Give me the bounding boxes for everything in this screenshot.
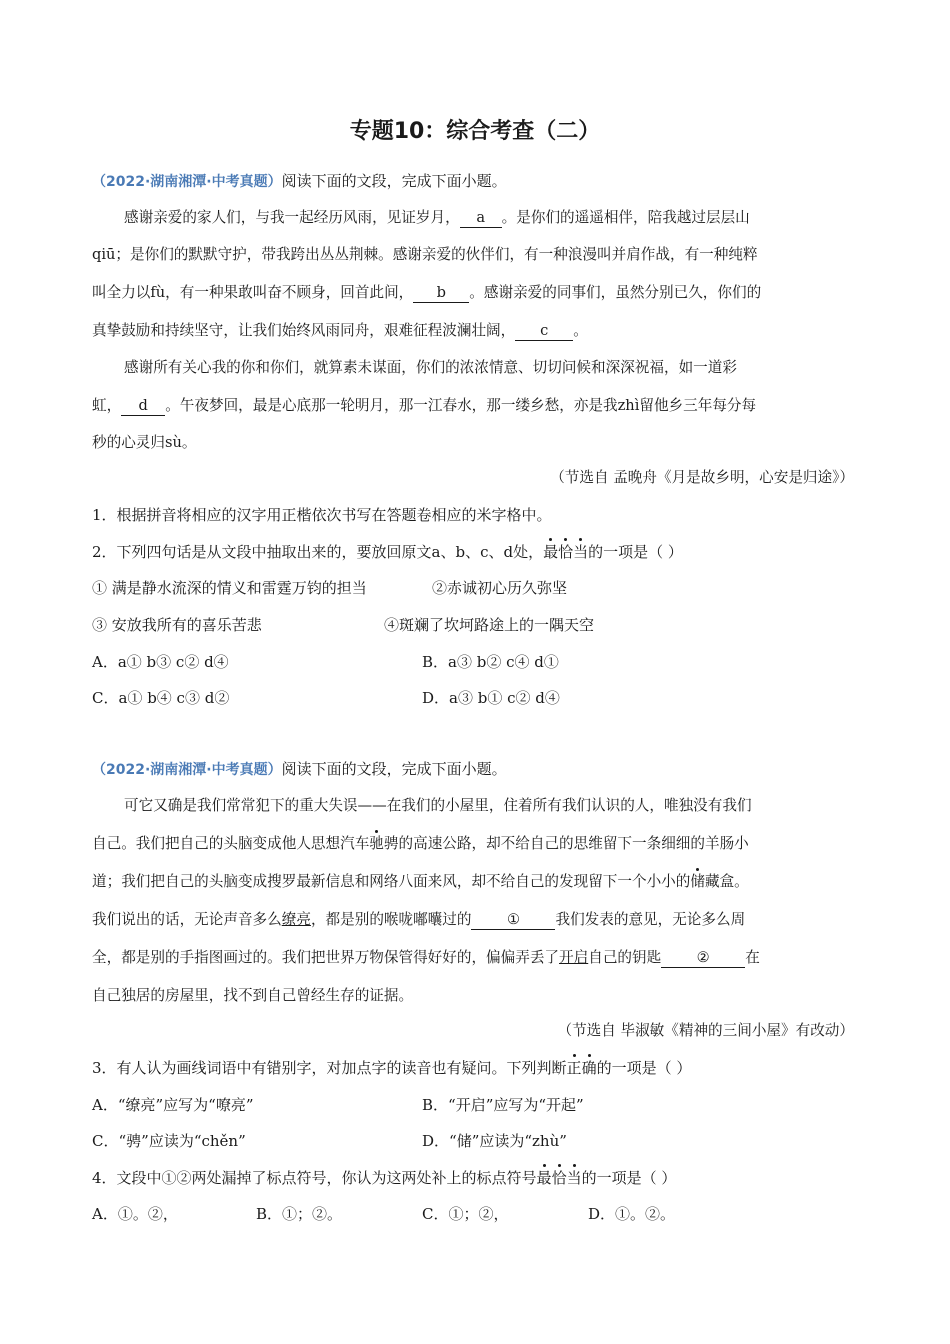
citation: （节选自 毕淑敏《精神的三间小屋》有改动） [557, 1022, 854, 1039]
question-4: 4．文段中①②两处漏掉了标点符号，你认为这两处补上的标点符号最恰当的一项是（ ） [92, 1169, 677, 1187]
passage-line: 自己独居的房屋里，找不到自己曾经生存的证据。 [92, 987, 414, 1004]
blank-b: b [413, 284, 469, 303]
answer-choice-d[interactable]: D．“储”应读为“zhù” [422, 1132, 567, 1150]
answer-choice-d[interactable]: D．a③ b① c② d④ [422, 689, 560, 707]
emphasis-char: 确 [581, 1059, 597, 1077]
option-row [92, 577, 367, 599]
emphasis-char: 储 [690, 873, 705, 890]
answer-choice-d[interactable]: D．①。②。 [588, 1205, 676, 1223]
section2-header [92, 758, 507, 781]
emphasis-char: 驰 [369, 835, 384, 852]
passage-line: 可它又确是我们常常犯下的重大失误——在我们的小屋里，住着所有我们认识的人，唯独没有我们 [124, 797, 752, 814]
instruction: 阅读下面的文段，完成下面小题。 [281, 760, 507, 778]
answer-choice-a[interactable]: A．“缭亮”应写为“嘹亮” [92, 1096, 254, 1114]
emphasis-char: 正 [566, 1059, 582, 1077]
emphasis-char: 当 [573, 543, 589, 561]
question-3: 3．有人认为画线词语中有错别字，对加点字的读音也有疑问。下列判断正确的一项是（ ） [92, 1059, 692, 1077]
emphasis-char: 当 [566, 1169, 582, 1187]
answer-choice-c[interactable]: C．“骋”应读为“chěn” [92, 1132, 246, 1150]
blank-d: d [121, 397, 165, 416]
answer-choice-b[interactable]: B．“开启”应写为“开起” [422, 1096, 584, 1114]
blank-1: ① [471, 911, 555, 930]
underlined-word: 缭亮 [281, 911, 311, 928]
passage-line: 我们说出的话，无论声音多么缭亮，都是别的喉咙嘟囔过的 ① 我们发表的意见，无论多么周 [92, 911, 746, 928]
question-1: 1．根据拼音将相应的汉字用正楷依次书写在答题卷相应的米字格中。 [92, 506, 552, 524]
emphasis-char: 最 [543, 543, 559, 561]
emphasis-char: 恰 [551, 1169, 567, 1187]
blank-c: c [515, 322, 573, 341]
exam-source: （2022·湖南湘潭·中考真题） [92, 762, 282, 778]
passage-line: 自己。我们把自己的头脑变成他人思想汽车驰骋的高速公路，却不给自己的思维留下一条细细的羊肠小 [92, 835, 749, 852]
answer-choice-a[interactable]: A．a① b③ c② d④ [92, 653, 229, 671]
answer-choice-b[interactable]: B．a③ b② c④ d① [422, 653, 559, 671]
answer-choice-a[interactable]: A．①。②， [92, 1205, 178, 1223]
option-1: ① 满是静水流深的情义和雷霆万钧的担当 [92, 579, 367, 597]
underlined-word: 开启 [559, 949, 589, 966]
answer-choice-c[interactable]: C．a① b④ c③ d② [92, 689, 230, 707]
section1-header [92, 170, 507, 193]
passage-line: 秒的心灵归sù。 [92, 434, 197, 451]
emphasis-char: 最 [536, 1169, 552, 1187]
passage-line: 感谢所有关心我的你和你们，就算素未谋面，你们的浓浓情意、切切问候和深深祝福，如一道彩 [124, 359, 737, 376]
option-4: ④斑斓了坎坷路途上的一隅天空 [384, 616, 595, 634]
emphasis-char: 恰 [558, 543, 574, 561]
passage-line: 真挚鼓励和持续坚守，让我们始终风雨同舟，艰难征程波澜壮阔， c 。 [92, 322, 588, 339]
option-2: ②赤诚初心历久弥坚 [432, 579, 568, 597]
passage-line: 叫全力以fù，有一种果敢叫奋不顾身，回首此间， b 。感谢亲爱的同事们，虽然分别已久，你们的 [92, 284, 762, 301]
blank-2: ② [661, 949, 745, 968]
passage-line: 道；我们把自己的头脑变成搜罗最新信息和网络八面来风，却不给自己的发现留下一个小小的储藏盒。 [92, 873, 749, 890]
question-2: 2．下列四句话是从文段中抽取出来的，要放回原文a、b、c、d处，最恰当的一项是（ ） [92, 543, 683, 561]
citation: （节选自 孟晚舟《月是故乡明，心安是归途》） [550, 469, 854, 486]
instruction: 阅读下面的文段，完成下面小题。 [281, 172, 507, 190]
passage-line: 感谢亲爱的家人们，与我一起经历风雨，见证岁月， a 。是你们的遥遥相伴，陪我越过层层山 [124, 209, 750, 226]
answer-choice-b[interactable]: B．①；②。 [256, 1205, 343, 1223]
answer-choice-c[interactable]: C．①；②， [422, 1205, 509, 1223]
passage-line: qiū；是你们的默默守护，带我跨出丛丛荆棘。感谢亲爱的伙伴们，有一种浪漫叫并肩作战，有一种纯粹 [92, 246, 758, 263]
passage-line: 全，都是别的手指图画过的。我们把世界万物保管得好好的，偏偏弄丢了开启自己的钥匙 ② 在 [92, 949, 760, 966]
exam-source: （2022·湖南湘潭·中考真题） [92, 174, 282, 190]
option-3: ③ 安放我所有的喜乐苦悲 [92, 616, 262, 634]
blank-a: a [460, 209, 502, 228]
passage-line: 虹， d 。午夜梦回，最是心底那一轮明月，那一江春水，那一缕乡愁，亦是我zhì留他乡三年每分每 [92, 397, 757, 414]
page-title: 专题10：综合考查（二） [349, 119, 601, 144]
